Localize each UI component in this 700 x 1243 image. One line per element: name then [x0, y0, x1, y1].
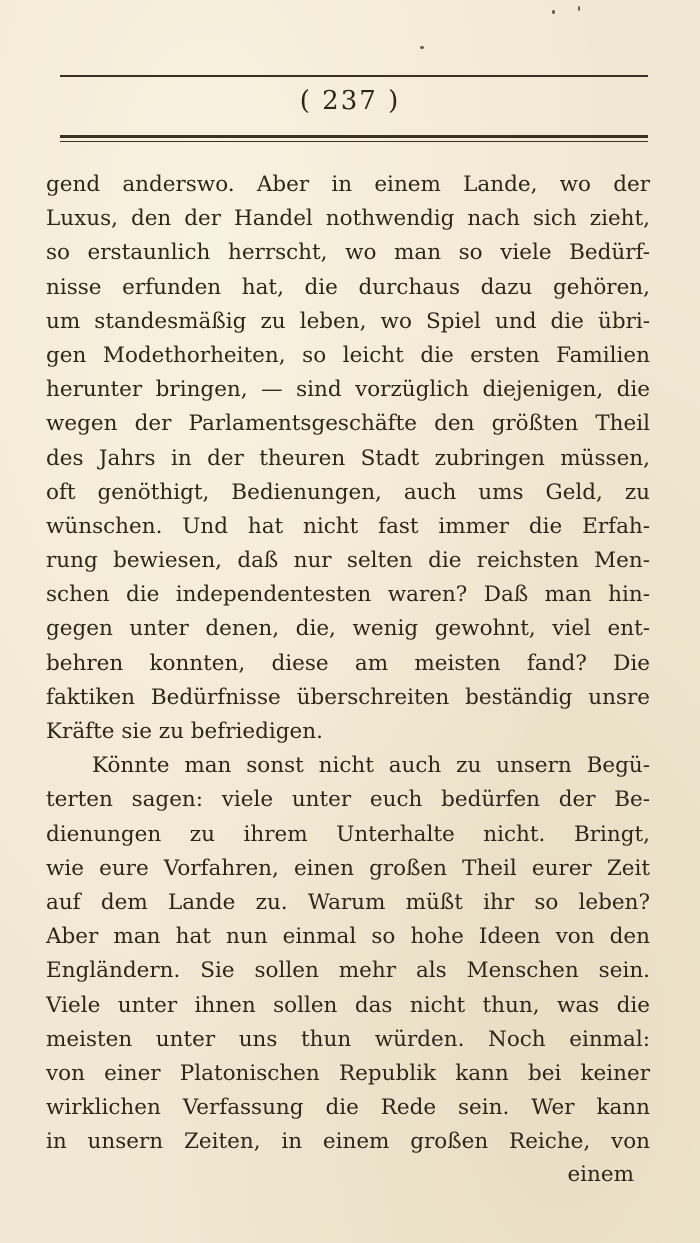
text-line: so erstaunlich herrscht, wo man so viele Bedürf- — [46, 240, 650, 266]
text-line: wie eure Vorfahren, einen großen Theil eurer Zeit — [46, 855, 650, 881]
text-line: Engländern. Sie sollen mehr als Menschen sein. — [46, 958, 650, 984]
page-number: ( 237 ) — [299, 86, 401, 116]
text-line: gegen unter denen, die, wenig gewohnt, viel ent- — [46, 616, 650, 642]
text-line: Könnte man sonst nicht auch zu unsern Begü- — [92, 753, 650, 779]
text-line: auf dem Lande zu. Warum müßt ihr so leben? — [46, 889, 650, 915]
text-line: des Jahrs in der theuren Stadt zubringen müssen, — [46, 445, 650, 471]
text-line: Luxus, den der Handel nothwendig nach sich zieht, — [46, 206, 650, 232]
text-line: terten sagen: viele unter euch bedürfen der Be- — [46, 787, 650, 813]
text-line: in unsern Zeiten, in einem großen Reiche, von — [46, 1129, 650, 1155]
text-line: wirklichen Verfassung die Rede sein. Wer kann — [46, 1095, 650, 1121]
text-line: von einer Platonischen Republik kann bei keiner — [46, 1060, 650, 1086]
text-line: Aber man hat nun einmal so hohe Ideen von den — [46, 924, 650, 950]
header-rule-thin — [60, 141, 648, 142]
text-line: dienungen zu ihrem Unterhalte nicht. Bringt, — [46, 821, 650, 847]
ink-speck — [420, 46, 424, 49]
paragraph-2 — [46, 749, 650, 1159]
body-text — [46, 168, 650, 1159]
text-line: gen Modethorheiten, so leicht die ersten Familien — [46, 342, 650, 368]
text-line: oft genöthigt, Bedienungen, auch ums Geld, zu — [46, 479, 650, 505]
catchword: einem — [567, 1162, 634, 1187]
ink-speck — [578, 6, 580, 11]
text-line: nisse erfunden hat, die durchaus dazu gehören, — [46, 274, 650, 300]
text-line: schen die independentesten waren? Daß man hin- — [46, 582, 650, 608]
paragraph-1 — [46, 168, 650, 749]
header-rule-thick — [60, 135, 648, 138]
text-line: wegen der Parlamentsgeschäfte den größten Theil — [46, 411, 650, 437]
text-line: wünschen. Und hat nicht fast immer die Erfah- — [46, 513, 650, 539]
text-line: behren konnten, diese am meisten fand? Die — [46, 650, 650, 676]
text-line: Kräfte sie zu befriedigen. — [46, 719, 323, 744]
text-line: herunter bringen, — sind vorzüglich diejenigen, die — [46, 377, 650, 403]
text-line: um standesmäßig zu leben, wo Spiel und die übri- — [46, 308, 650, 334]
text-line: meisten unter uns thun würden. Noch einmal: — [46, 1026, 650, 1052]
ink-speck — [552, 10, 555, 14]
text-line: Viele unter ihnen sollen das nicht thun, was die — [46, 992, 650, 1018]
header-rule-top — [60, 75, 648, 77]
text-line: faktiken Bedürfnisse überschreiten beständig unsre — [46, 684, 650, 710]
text-line: rung bewiesen, daß nur selten die reichsten Men- — [46, 548, 650, 574]
text-line: gend anderswo. Aber in einem Lande, wo der — [46, 172, 650, 197]
